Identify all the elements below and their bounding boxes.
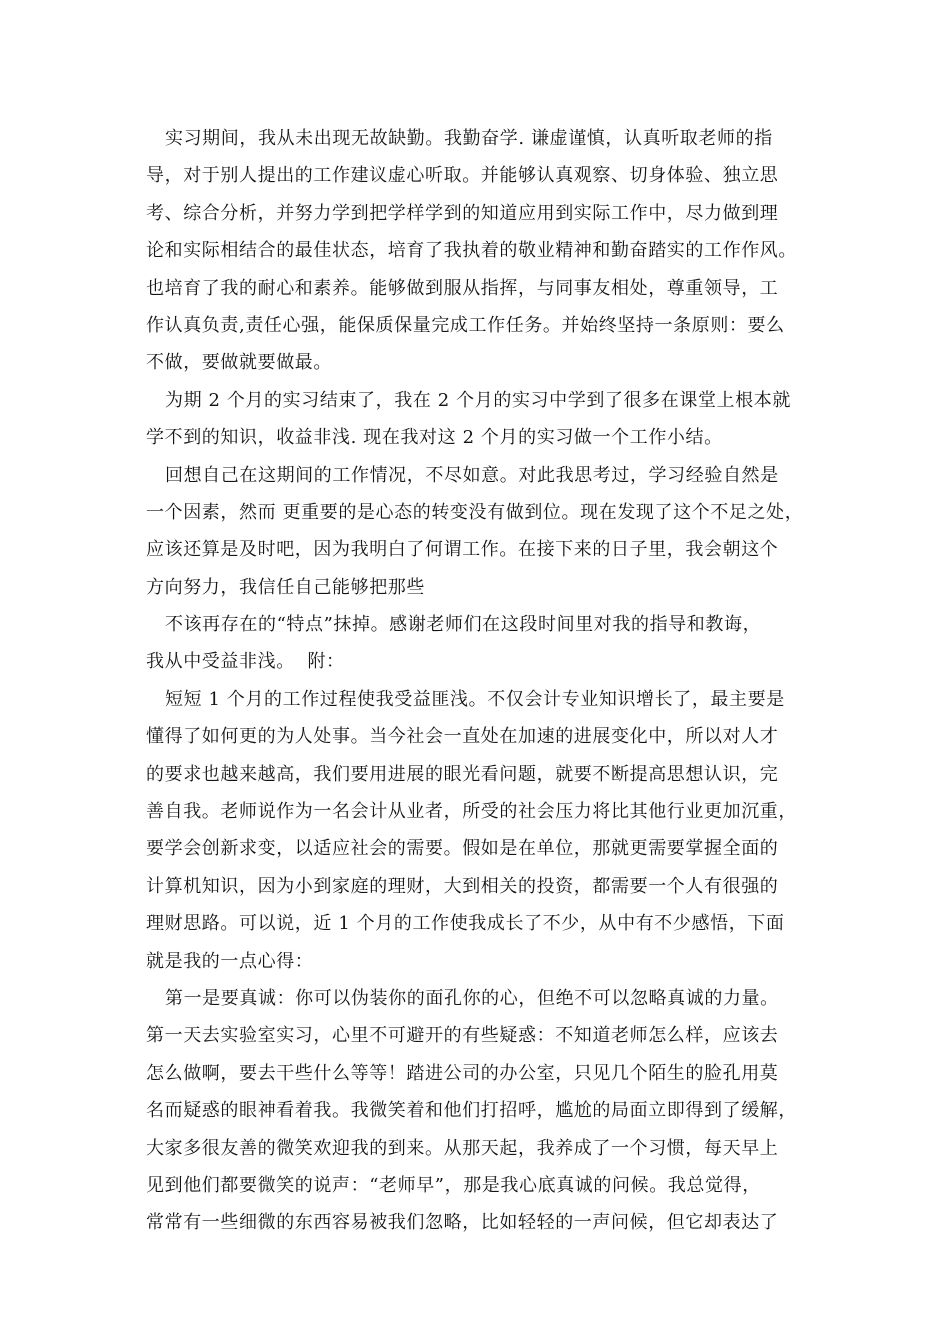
text-line: 短短 1 个月的工作过程使我受益匪浅。不仅会计专业知识增长了，最主要是: [146, 688, 785, 710]
text-line: 名而疑惑的眼神看着我。我微笑着和他们打招呼，尴尬的局面立即得到了缓解，: [146, 1100, 797, 1122]
text-line: 论和实际相结合的最佳状态，培育了我执着的敬业精神和勤奋踏实的工作作风。: [146, 240, 797, 262]
text-line: 应该还算是及时吧，因为我明白了何谓工作。在接下来的日子里，我会朝这个: [146, 539, 779, 561]
text-line: 懂得了如何更的为人处事。当今社会一直处在加速的进展变化中，所以对人才: [146, 726, 779, 748]
text-line: 善自我。老师说作为一名会计从业者，所受的社会压力将比其他行业更加沉重，: [146, 801, 797, 823]
text-line: 大家多很友善的微笑欢迎我的到来。从那天起，我养成了一个习惯，每天早上: [146, 1137, 779, 1159]
text-line: 理财思路。可以说，近 1 个月的工作使我成长了不少，从中有不少感悟，下面: [146, 913, 785, 935]
text-line: 学不到的知识，收益非浅. 现在我对这 2 个月的实习做一个工作小结。: [146, 427, 723, 449]
text-line: 不做，要做就要做最。: [146, 352, 332, 374]
body-text: [146, 120, 826, 1242]
text-line: 计算机知识，因为小到家庭的理财，大到相关的投资，都需要一个人有很强的: [146, 875, 779, 897]
text-line: 方向努力，我信任自己能够把那些: [146, 576, 425, 598]
text-line: 一个因素，然而 更重要的是心态的转变没有做到位。现在发现了这个不足之处，: [146, 501, 804, 523]
text-line: 为期 2 个月的实习结束了，我在 2 个月的实习中学到了很多在课堂上根本就: [146, 389, 791, 411]
text-line: 实习期间，我从未出现无故缺勤。我勤奋学. 谦虚谨慎，认真听取老师的指: [146, 128, 773, 149]
text-line: 不该再存在的“特点”抹掉。感谢老师们在这段时间里对我的指导和教诲，: [146, 614, 762, 636]
text-line: 我从中受益非浅。 附：: [146, 651, 345, 673]
text-line: 常常有一些细微的东西容易被我们忽略，比如轻轻的一声问候，但它却表达了: [146, 1212, 779, 1234]
text-line: 就是我的一点心得：: [146, 950, 314, 972]
text-line: 导，对于别人提出的工作建议虚心听取。并能够认真观察、切身体验、独立思: [146, 165, 779, 187]
text-line: 的要求也越来越高，我们要用进展的眼光看问题，就要不断提高思想认识，完: [146, 763, 779, 785]
text-line: 也培育了我的耐心和素养。能够做到服从指挥，与同事友相处，尊重领导，工: [146, 277, 779, 299]
text-line: 第一是要真诚：你可以伪装你的面孔你的心，但绝不可以忽略真诚的力量。: [146, 987, 779, 1009]
text-line: 回想自己在这期间的工作情况，不尽如意。对此我思考过，学习经验自然是: [146, 464, 779, 486]
text-line: 见到他们都要微笑的说声：“老师早”，那是我心底真诚的问候。我总觉得，: [146, 1174, 761, 1196]
text-line: 怎么做啊，要去干些什么等等！踏进公司的办公室，只见几个陌生的脸孔用莫: [146, 1062, 779, 1084]
text-line: 第一天去实验室实习，心里不可避开的有些疑惑：不知道老师怎么样，应该去: [146, 1025, 779, 1047]
text-line: 要学会创新求变，以适应社会的需要。假如是在单位，那就更需要掌握全面的: [146, 838, 779, 860]
text-line: 考、综合分析，并努力学到把学样学到的知道应用到实际工作中，尽力做到理: [146, 202, 779, 224]
text-line: 作认真负责,责任心强，能保质保量完成工作任务。并始终坚持一条原则：要么: [146, 314, 785, 336]
